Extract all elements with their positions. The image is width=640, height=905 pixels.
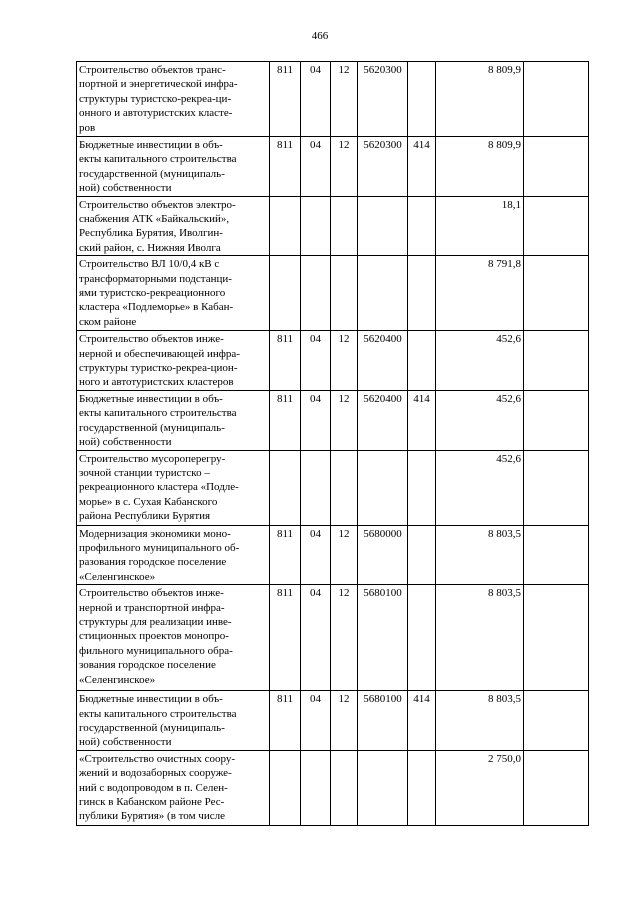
ministry-code (270, 196, 301, 256)
ministry-code: 811 (270, 525, 301, 585)
empty-cell (524, 750, 589, 825)
target-article-code (358, 450, 408, 525)
row-name: Бюджетные инвестиции в объ- екты капитального строительства государственной (муниципаль- ной) собственности (77, 691, 270, 751)
amount: 18,1 (436, 196, 524, 256)
section-code: 04 (301, 62, 331, 137)
budget-table (76, 61, 589, 826)
expense-type-code: 414 (408, 137, 436, 197)
amount: 452,6 (436, 450, 524, 525)
subsection-code: 12 (331, 390, 358, 450)
amount: 2 750,0 (436, 750, 524, 825)
ministry-code: 811 (270, 62, 301, 137)
target-article-code: 5620400 (358, 390, 408, 450)
subsection-code: 12 (331, 691, 358, 751)
table-row (77, 196, 589, 256)
ministry-code (270, 450, 301, 525)
subsection-code: 12 (331, 585, 358, 691)
subsection-code (331, 256, 358, 331)
expense-type-code (408, 750, 436, 825)
subsection-code: 12 (331, 525, 358, 585)
target-article-code (358, 196, 408, 256)
amount: 8 809,9 (436, 62, 524, 137)
section-code (301, 256, 331, 331)
table-row (77, 450, 589, 525)
ministry-code: 811 (270, 137, 301, 197)
section-code (301, 750, 331, 825)
expense-type-code: 414 (408, 390, 436, 450)
target-article-code: 5680100 (358, 691, 408, 751)
row-name: Строительство объектов транс- портной и энергетической инфра- структуры туристско-рекреа-ци- онного и автотуристских класте- ров (77, 62, 270, 137)
ministry-code: 811 (270, 390, 301, 450)
ministry-code: 811 (270, 331, 301, 391)
ministry-code (270, 750, 301, 825)
empty-cell (524, 196, 589, 256)
ministry-code: 811 (270, 691, 301, 751)
row-name: Модернизация экономики моно- профильного муниципального об- разования городское поселение «Селенгинское» (77, 525, 270, 585)
target-article-code: 5680000 (358, 525, 408, 585)
row-name: «Строительство очистных соору- жений и водозаборных сооруже- ний с водопроводом в п. Селен- гинск в Кабанском районе Рес- публики Бурятия» (в том числе (77, 750, 270, 825)
target-article-code (358, 750, 408, 825)
subsection-code: 12 (331, 331, 358, 391)
target-article-code: 5620300 (358, 62, 408, 137)
table-row (77, 256, 589, 331)
subsection-code (331, 450, 358, 525)
empty-cell (524, 62, 589, 137)
table-row (77, 390, 589, 450)
amount: 452,6 (436, 331, 524, 391)
row-name: Строительство объектов инже- нерной и обеспечивающей инфра- структуры туристко-рекреа-цион- ного и автотуристских кластеров (77, 331, 270, 391)
expense-type-code (408, 62, 436, 137)
amount: 8 803,5 (436, 525, 524, 585)
table-row (77, 331, 589, 391)
expense-type-code (408, 331, 436, 391)
expense-type-code (408, 450, 436, 525)
target-article-code (358, 256, 408, 331)
amount: 8 803,5 (436, 585, 524, 691)
section-code: 04 (301, 585, 331, 691)
row-name: Строительство мусороперегру- зочной станции туристско – рекреационного кластера «Подле- морье» в с. Сухая Кабанского района Республики Бурятия (77, 450, 270, 525)
section-code: 04 (301, 525, 331, 585)
row-name: Строительство ВЛ 10/0,4 кВ с трансформаторными подстанци- ями туристско-рекреационного кластера «Подлеморье» в Кабан- ском районе (77, 256, 270, 331)
expense-type-code (408, 585, 436, 691)
table-row (77, 62, 589, 137)
empty-cell (524, 137, 589, 197)
section-code: 04 (301, 137, 331, 197)
table-body (77, 62, 589, 826)
empty-cell (524, 256, 589, 331)
table-row (77, 525, 589, 585)
section-code: 04 (301, 691, 331, 751)
empty-cell (524, 390, 589, 450)
ministry-code (270, 256, 301, 331)
amount: 8 803,5 (436, 691, 524, 751)
section-code (301, 196, 331, 256)
section-code: 04 (301, 390, 331, 450)
amount: 452,6 (436, 390, 524, 450)
subsection-code: 12 (331, 62, 358, 137)
row-name: Бюджетные инвестиции в объ- екты капитального строительства государственной (муниципаль- ной) собственности (77, 390, 270, 450)
row-name: Строительство объектов инже- нерной и транспортной инфра- структуры для реализации инве- стиционных проектов монопро- фильного муниципального обра- зования городское поселение «Селенгинское» (77, 585, 270, 691)
empty-cell (524, 331, 589, 391)
row-name: Бюджетные инвестиции в объ- екты капитального строительства государственной (муниципаль- ной) собственности (77, 137, 270, 197)
table-row (77, 750, 589, 825)
table-row (77, 691, 589, 751)
table-row (77, 137, 589, 197)
empty-cell (524, 525, 589, 585)
section-code: 04 (301, 331, 331, 391)
row-name: Строительство объектов электро- снабжения АТК «Байкальский», Республика Бурятия, Иволгин- ский район, с. Нижняя Иволга (77, 196, 270, 256)
target-article-code: 5680100 (358, 585, 408, 691)
target-article-code: 5620300 (358, 137, 408, 197)
empty-cell (524, 585, 589, 691)
expense-type-code (408, 196, 436, 256)
target-article-code: 5620400 (358, 331, 408, 391)
page-number: 466 (311, 30, 329, 42)
expense-type-code (408, 525, 436, 585)
subsection-code (331, 750, 358, 825)
amount: 8 791,8 (436, 256, 524, 331)
expense-type-code: 414 (408, 691, 436, 751)
expense-type-code (408, 256, 436, 331)
ministry-code: 811 (270, 585, 301, 691)
section-code (301, 450, 331, 525)
empty-cell (524, 691, 589, 751)
table-row (77, 585, 589, 691)
subsection-code (331, 196, 358, 256)
subsection-code: 12 (331, 137, 358, 197)
empty-cell (524, 450, 589, 525)
amount: 8 809,9 (436, 137, 524, 197)
